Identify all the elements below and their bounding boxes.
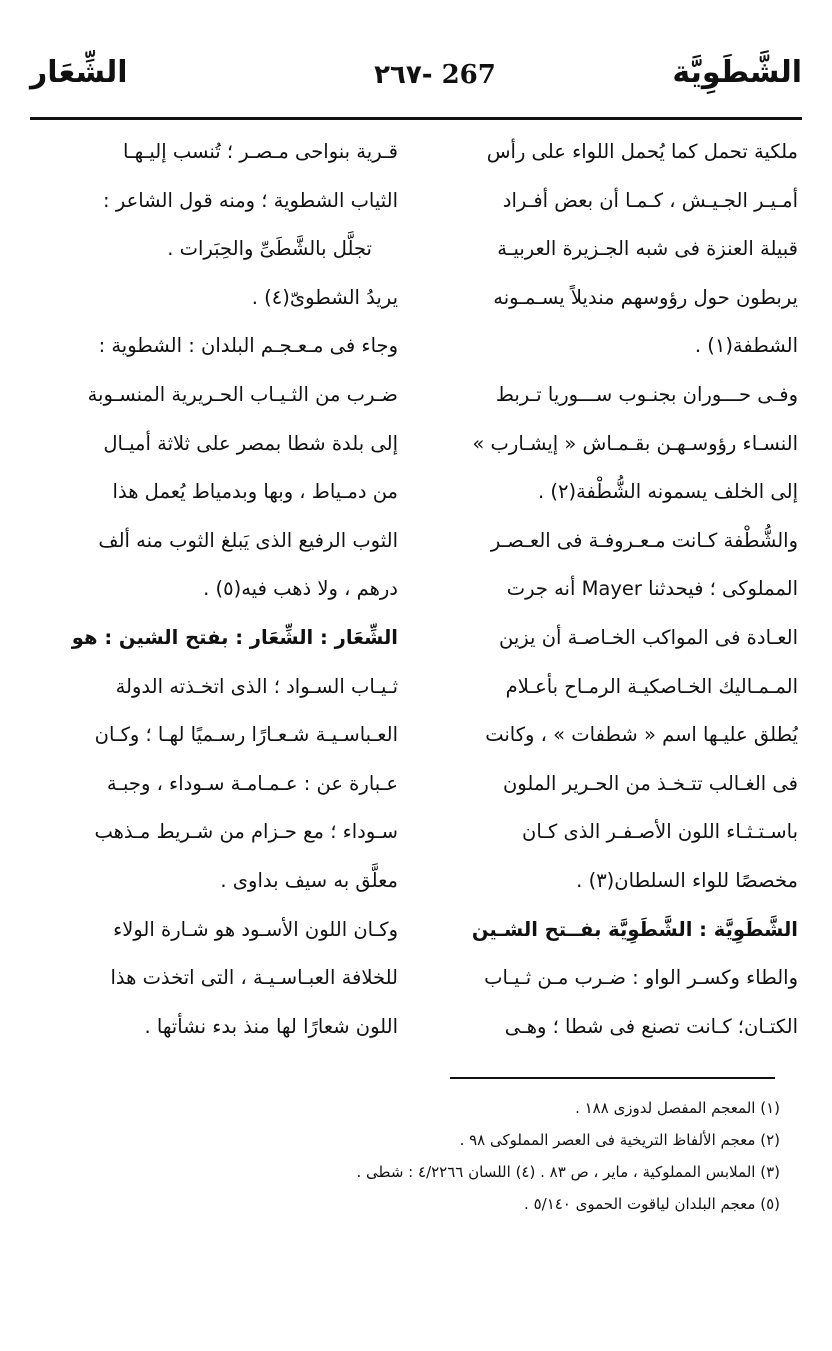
header-rule	[30, 117, 802, 120]
text-line: إلى الخلف يسمونه الشُّطْفة(٢) .	[537, 480, 798, 504]
text-line: يريدُ الشطوىّ(٤) .	[251, 285, 398, 309]
text-line: مخصصًا للواء السلطان(٣) .	[576, 868, 798, 892]
running-head-left: الشِّعَار	[30, 55, 128, 90]
text-line: وكـان اللون الأسـود هو شـارة الولاء	[113, 917, 398, 941]
text-line: من دمـياط ، وبها وبدمياط يُعمل هذا	[112, 480, 398, 504]
text-line: عـبارة عن : عـمـامـة سـوداء ، وجبـة	[106, 771, 398, 795]
page-number-latin: 267	[441, 60, 496, 90]
text-line: يربطون حول رؤوسهم منديلاً يسـمـونه	[493, 285, 798, 309]
page-number	[360, 60, 510, 90]
text-line: وجاء فى مـعـجـم البلدان : الشطوية :	[98, 334, 398, 358]
footnote-rule	[450, 1077, 775, 1079]
text-line: الثياب الشطوية ؛ ومنه قول الشاعر :	[103, 188, 398, 212]
text-line: اللون شعارًا لها منذ بدء نشأتها .	[144, 1014, 398, 1038]
running-head-right: الشَّطَوِيَّة	[672, 55, 802, 90]
text-line: يُطلق عليـها اسم « شطفات » ، وكانت	[485, 723, 798, 747]
entry-heading-line: الشِّعَار : الشِّعَار : بفتح الشين : هو	[71, 625, 398, 649]
text-line: سـوداء ؛ مع حـزام من شـريط مـذهب	[94, 820, 398, 844]
text-column-left	[30, 128, 398, 1051]
text-line: باسـتـثـاء اللون الأصـفـر الذى كـان	[522, 820, 798, 844]
text-line: درهم ، ولا ذهب فيه(٥) .	[203, 577, 398, 601]
footnote-2: (٢) معجم الألفاظ التريخية فى العصر المملوكى ٩٨ .	[459, 1131, 780, 1149]
text-line: معلَّق به سيف بداوى .	[220, 868, 398, 892]
footnotes	[60, 1092, 780, 1220]
footnote-1: (١) المعجم المفصل لدوزى ١٨٨ .	[575, 1099, 780, 1117]
footnote-5: (٥) معجم البلدان لياقوت الحموى ٥/١٤٠ .	[524, 1195, 780, 1213]
text-line: فى الغـالب تتـخـذ من الحـرير الملون	[502, 771, 798, 795]
text-line: والشُّطْفة كـانت مـعـروفـة فى العـصـر	[490, 528, 798, 552]
text-line: والطاء وكسـر الواو : ضـرب مـن ثـيـاب	[484, 966, 798, 990]
entry-heading-line: الشَّطَوِيَّة : الشَّطَوِيَّة بفــتح الشـين	[471, 917, 798, 941]
verse-line: تجلَّل بالشَّطَىِّ والحِبَرات .	[167, 237, 372, 261]
text-line: العـادة فى المواكب الخـاصـة أن يزين	[499, 625, 798, 649]
text-line: المملوكى ؛ فيحدثنا Mayer أنه جرت	[506, 577, 798, 601]
text-line: العـباسـيـة شـعـارًا رسـميًا لهـا ؛ وكـان	[94, 723, 398, 747]
page-number-arabic: -٢٦٧	[374, 60, 433, 90]
text-line: النسـاء رؤوسـهـن بقـمـاش « إيشـارب »	[472, 431, 798, 455]
text-line: الثوب الرفيع الذى يَبلغ الثوب منه ألف	[98, 528, 398, 552]
text-line: ضـرب من الثـيـاب الحـريرية المنسـوبة	[87, 382, 398, 406]
text-line: الشطفة(١) .	[694, 334, 798, 358]
text-line: قـرية بنواحى مـصـر ؛ تُنسب إليـهـا	[123, 140, 398, 163]
text-line: ثـيـاب السـواد ؛ الذى اتخـذته الدولة	[115, 674, 398, 698]
footnote-row-3-4	[60, 1156, 780, 1188]
footnote-4: (٤) اللسان ٤/٢٢٦٦ : شطى .	[356, 1163, 536, 1181]
text-line: للخلافة العبـاسـيـة ، التى اتخذت هذا	[110, 966, 398, 990]
text-line: أمـيـر الجـيـش ، كـمـا أن بعض أفـراد	[502, 188, 798, 212]
text-column-right	[430, 128, 798, 1051]
text-line: وفـى حـــوران بجنـوب ســـوريا تـربط	[495, 382, 798, 406]
text-line: قبيلة العنزة فى شبه الجـزيرة العربيـة	[497, 237, 798, 261]
text-line: المـمـاليك الخـاصكيـة الرمـاح بأعـلام	[505, 674, 798, 698]
footnote-3: (٣) الملابس المملوكية ، ماير ، ص ٨٣ .	[540, 1163, 780, 1181]
text-line: الكتـان؛ كـانت تصنع فى شطا ؛ وهـى	[504, 1014, 798, 1038]
text-line: إلى بلدة شطا بمصر على ثلاثة أميـال	[103, 431, 398, 455]
text-line: ملكية تحمل كما يُحمل اللواء على رأس	[486, 140, 798, 163]
